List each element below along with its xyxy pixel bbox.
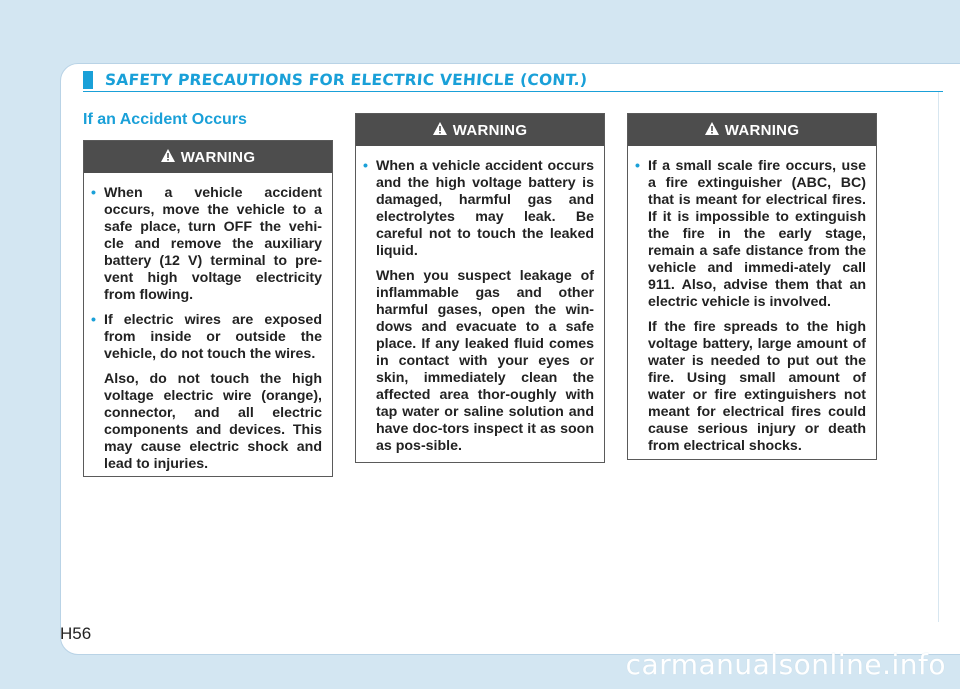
bullet-dot-icon: •	[91, 312, 96, 328]
warning-text: When a vehicle accident occurs and the high voltage battery is damaged, harmful gas and electrolytes may leak. Be careful not to touch the leaked liquid.	[376, 158, 594, 259]
warning-header	[356, 114, 604, 146]
warning-header-label: WARNING	[452, 121, 528, 139]
page-number: H56	[60, 624, 92, 643]
warning-box-2	[355, 113, 605, 463]
section-title: SAFETY PRECAUTIONS FOR ELECTRIC VEHICLE (CONT.)	[104, 71, 588, 89]
warning-triangle-icon	[433, 122, 447, 139]
bullet-dot-icon: •	[91, 185, 96, 201]
warning-triangle-icon	[161, 149, 175, 166]
bullet-dot-icon: •	[363, 158, 368, 174]
warning-paragraph: Also, do not touch the high voltage electric wire (orange), connector, and all electric components and devices. This may cause electric shock and lead to injuries.	[104, 371, 322, 472]
bullet-dot-icon: •	[635, 158, 640, 174]
warning-paragraph: When you suspect leakage of inflammable gas and other harmful gases, open the win-dows and evacuate to a safe place. If any leaked fluid comes in contact with your eyes or skin, immediately clean the affected area thor-oughly with tap water or saline solution and have doc-tors inspect it as soon as pos-sible.	[376, 268, 594, 454]
subheading: If an Accident Occurs	[83, 111, 247, 128]
warning-box-3	[627, 113, 877, 460]
section-accent-bar	[83, 71, 93, 89]
warning-header-label: WARNING	[180, 148, 256, 166]
warning-paragraph: If the fire spreads to the high voltage battery, large amount of water is needed to put out the fire. Using small amount of water or fire extinguishers not meant for electrical fires could cause serious injury or death from electrical shocks.	[648, 319, 866, 454]
watermark: carmanualsonline.info	[625, 648, 946, 681]
warning-body	[628, 146, 876, 455]
warning-text: When a vehicle accident occurs, move the vehicle to a safe place, turn OFF the vehi-cle and remove the auxiliary battery (12 V) terminal to pre-vent high voltage electricity from flowing.	[104, 185, 322, 303]
section-header	[83, 70, 587, 90]
warning-bullet	[91, 185, 322, 304]
warning-bullet	[363, 158, 594, 260]
warning-body	[356, 146, 604, 455]
warning-bullet	[635, 158, 866, 311]
warning-text: If a small scale fire occurs, use a fire extinguisher (ABC, BC) that is meant for electrical fires. If it is impossible to extinguish the fire in the early stage, remain a safe distance from the vehicle and immedi-ately call 911. Also, advise them that an electric vehicle is involved.	[648, 158, 866, 310]
warning-header	[84, 141, 332, 173]
side-rule	[938, 92, 939, 622]
warning-text: If electric wires are exposed from inside or outside the vehicle, do not touch the wires.	[104, 312, 322, 362]
warning-bullet	[91, 312, 322, 363]
warning-header	[628, 114, 876, 146]
header-rule	[83, 91, 943, 92]
warning-triangle-icon	[705, 122, 719, 139]
warning-body	[84, 173, 332, 473]
warning-box-1	[83, 140, 333, 477]
warning-header-label: WARNING	[724, 121, 800, 139]
